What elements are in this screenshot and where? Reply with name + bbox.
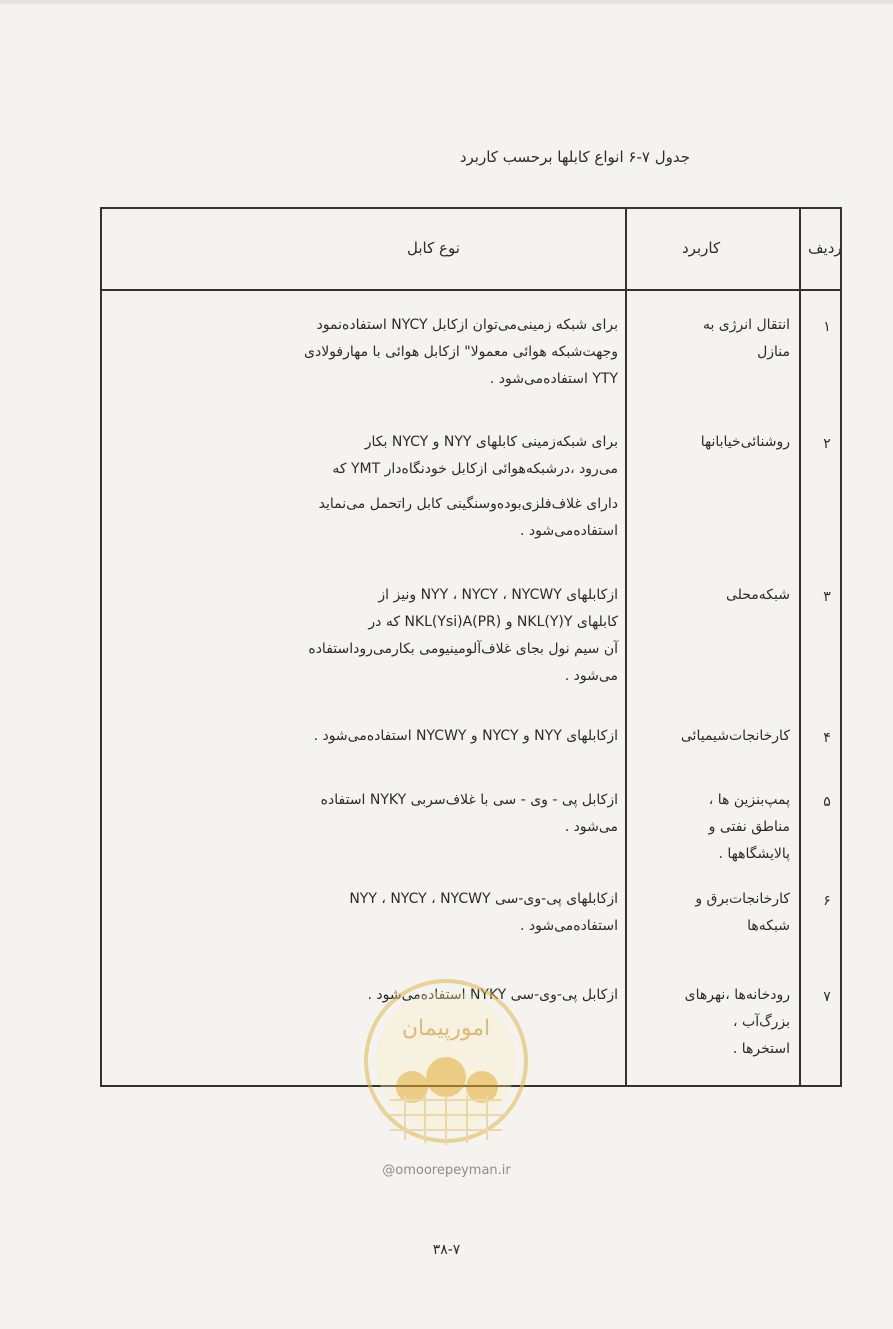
usage-cell xyxy=(685,982,790,1063)
usage-line: مناطق نفتی و xyxy=(708,819,790,835)
usage-cell xyxy=(701,429,790,456)
type-line: می‌شود . xyxy=(564,819,618,835)
type-line: می‌شود . xyxy=(564,668,618,684)
usage-line: کارخانجات‌شیمیائی xyxy=(680,728,790,744)
type-cell xyxy=(308,582,618,690)
type-line: ازکابلهای پی‌-وی‌-سی NYY ، NYCY ، NYCWY xyxy=(349,891,618,907)
type-cell xyxy=(304,312,618,393)
usage-cell xyxy=(726,582,790,609)
usage-line: پالایشگاهها . xyxy=(718,846,790,862)
usage-line: رودخانه‌ها ،نهرهای xyxy=(684,987,790,1003)
header-divider xyxy=(102,289,840,291)
type-line: آن سیم نول بجای غلاف‌آلومینیومی بکارمی‌رود‌استفاده xyxy=(308,641,618,657)
header-row-number: ردیف xyxy=(808,239,842,257)
row-number: ۵ xyxy=(823,794,831,810)
page-number: ۳۸-۷ xyxy=(432,1242,461,1258)
usage-line: انتقال انرژی به xyxy=(702,317,790,333)
usage-line: پمپ‌بنزین ها ، xyxy=(708,792,790,808)
type-line: دارای غلاف‌فلزی‌بوده‌وسنگینی کابل راتحمل می‌نماید xyxy=(318,496,618,512)
type-line: ازکابلهای NYY ، NYCY ، NYCWY ونیز از xyxy=(378,587,618,603)
row-number: ۲ xyxy=(823,436,831,452)
row-number: ۶ xyxy=(823,893,831,909)
gear-icon xyxy=(426,1057,466,1097)
type-cell xyxy=(314,723,618,750)
table-caption: جدول ۷-۶ انواع کابلها برحسب کاربرد xyxy=(459,148,690,166)
type-line: ازکابل پی‌-وی‌-سی NYKY استفاده‌می‌شود . xyxy=(367,987,618,1003)
type-line: برای شبکه‌زمینی کابلهای NYY و NYCY بکار xyxy=(364,434,618,450)
row-number: ۷ xyxy=(823,989,831,1005)
top-edge xyxy=(0,0,893,4)
type-cell xyxy=(321,787,618,841)
watermark-logo xyxy=(360,975,532,1155)
row-number: ۱ xyxy=(823,319,831,335)
usage-line: استخرها . xyxy=(732,1041,790,1057)
row-number: ۳ xyxy=(823,589,831,605)
type-cell xyxy=(349,886,618,940)
usage-line: روشنائی‌خیابانها xyxy=(700,434,790,450)
usage-line: شبکه‌ها xyxy=(747,918,790,934)
site-watermark: @omoorepeyman.ir xyxy=(382,1163,511,1178)
usage-line: کارخانجات‌برق و xyxy=(695,891,790,907)
header-usage: کاربرد xyxy=(682,239,721,257)
column-divider-type xyxy=(625,209,627,1085)
usage-line: شبکه‌محلی xyxy=(725,587,790,603)
usage-cell xyxy=(703,312,790,366)
type-line: کابلهای NKL(Y)Y و NKL(Ysi)A(PR) که در xyxy=(368,614,618,630)
usage-line: بزرگ‌آب ، xyxy=(733,1014,790,1030)
usage-cell xyxy=(681,723,790,750)
type-line: ازکابل پی - وی - سی با غلاف‌سربی NYKY استفاده xyxy=(320,792,618,808)
header-cable-type: نوع کابل xyxy=(407,239,460,257)
type-line: برای شبکه زمینی‌می‌توان ازکابل NYCY استفاده‌نمود xyxy=(316,317,618,333)
usage-cell xyxy=(695,886,790,940)
column-divider-usage xyxy=(799,209,801,1085)
cable-types-table xyxy=(100,207,842,1087)
type-line: می‌رود ،درشبکه‌هوائی ازکابل خودنگاه‌دار YMT که xyxy=(332,461,618,477)
row-number: ۴ xyxy=(823,730,831,746)
gear-icon xyxy=(396,1071,428,1103)
usage-cell xyxy=(709,787,790,868)
usage-line: منازل xyxy=(757,344,790,360)
type-cell xyxy=(319,429,618,545)
gear-icon xyxy=(466,1071,498,1103)
type-line: استفاده‌می‌شود . xyxy=(519,918,618,934)
type-line: ازکابلهای NYY و NYCY و NYCWY استفاده‌می‌شود . xyxy=(313,728,618,744)
watermark-text: امورپیمان xyxy=(401,1016,491,1041)
type-line: YTY استفاده‌می‌شود . xyxy=(489,371,618,387)
type-line: استفاده‌می‌شود . xyxy=(519,523,618,539)
type-line: وجهت‌شبکه هوائی معمولا" ازکابل هوائی با مهارفولادی xyxy=(304,344,618,360)
